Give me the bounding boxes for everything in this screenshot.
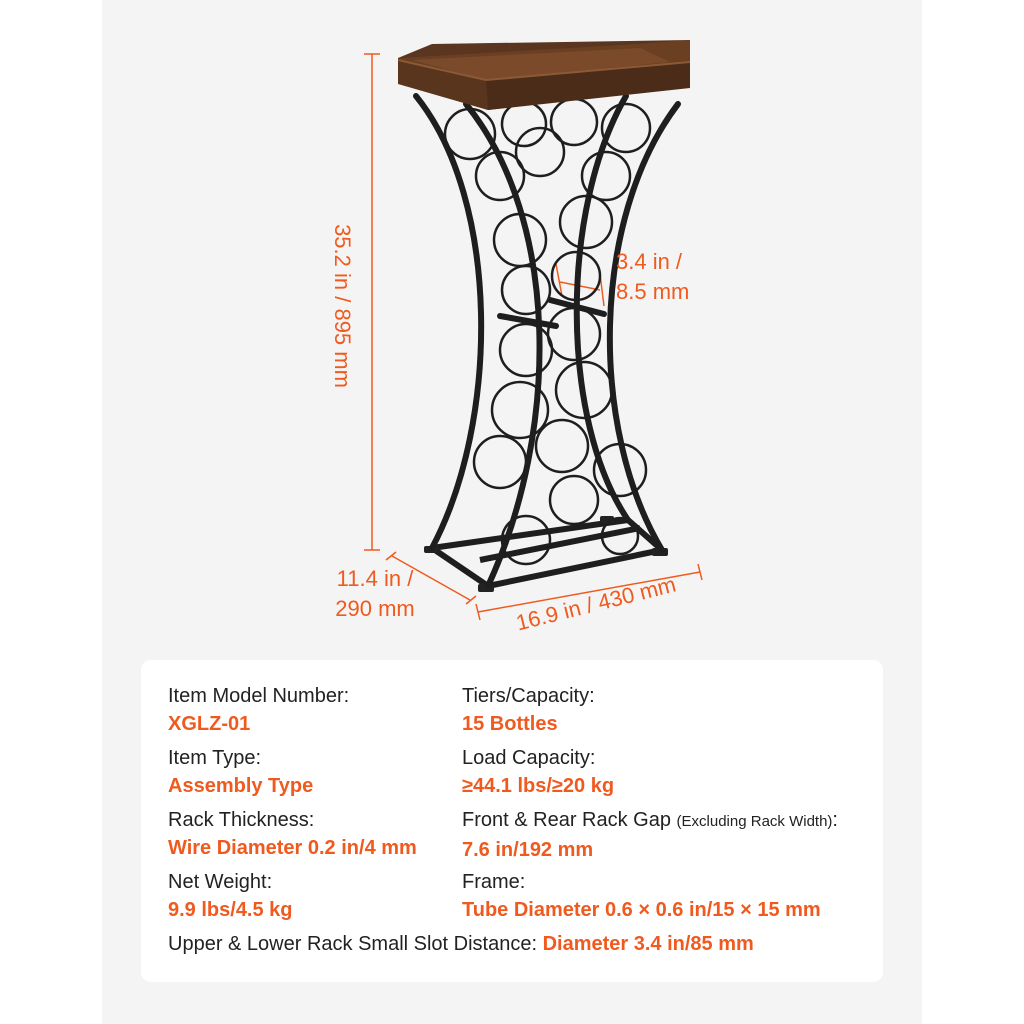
spec-label: Net Weight: bbox=[168, 871, 273, 893]
spec-note: (Excluding Rack Width) bbox=[676, 813, 833, 830]
spec-rack-gap bbox=[462, 806, 838, 864]
slot-gap-line1: 3.4 in / bbox=[616, 249, 683, 274]
depth-dimension-label bbox=[320, 564, 430, 624]
spec-capacity bbox=[462, 682, 792, 738]
spec-label: Frame: bbox=[462, 871, 526, 893]
spec-value: Wire Diameter 0.2 in/4 mm bbox=[168, 837, 417, 859]
spec-item-type bbox=[168, 744, 498, 800]
spec-slot-distance bbox=[168, 930, 754, 958]
spec-model-number bbox=[168, 682, 498, 738]
spec-value: 9.9 lbs/4.5 kg bbox=[168, 899, 293, 921]
spec-frame bbox=[462, 868, 821, 924]
spec-label: Load Capacity: bbox=[462, 747, 596, 769]
spec-net-weight bbox=[168, 868, 498, 924]
height-dimension-label: 35.2 in / 895 mm bbox=[330, 224, 355, 388]
spec-value: 15 Bottles bbox=[462, 713, 558, 735]
spec-value: 7.6 in/192 mm bbox=[462, 839, 594, 861]
depth-line1: 11.4 in / bbox=[336, 566, 414, 591]
depth-line2: 290 mm bbox=[335, 596, 415, 621]
spec-label: Upper & Lower Rack Small Slot Distance: bbox=[168, 933, 543, 955]
spec-label: Item Model Number: bbox=[168, 685, 350, 707]
spec-value: Tube Diameter 0.6 × 0.6 in/15 × 15 mm bbox=[462, 899, 821, 921]
spec-value: XGLZ-01 bbox=[168, 713, 251, 735]
specification-card bbox=[141, 660, 883, 982]
spec-label: Tiers/Capacity: bbox=[462, 685, 595, 707]
spec-load-capacity bbox=[462, 744, 792, 800]
spec-rack-thickness bbox=[168, 806, 498, 862]
spec-value: Diameter 3.4 in/85 mm bbox=[542, 933, 754, 955]
spec-value: Assembly Type bbox=[168, 775, 314, 797]
spec-value: ≥44.1 lbs/≥20 kg bbox=[462, 775, 615, 797]
spec-label: Front & Rear Rack Gap (Excluding Rack Width): bbox=[462, 809, 838, 831]
spec-label: Item Type: bbox=[168, 747, 262, 769]
slot-gap-line2: 8.5 mm bbox=[616, 279, 690, 304]
width-dimension-label: 16.9 in / 430 mm bbox=[513, 571, 679, 636]
slot-gap-dimension-label bbox=[616, 247, 726, 307]
spec-label: Rack Thickness: bbox=[168, 809, 315, 831]
wood-tray bbox=[398, 40, 690, 110]
